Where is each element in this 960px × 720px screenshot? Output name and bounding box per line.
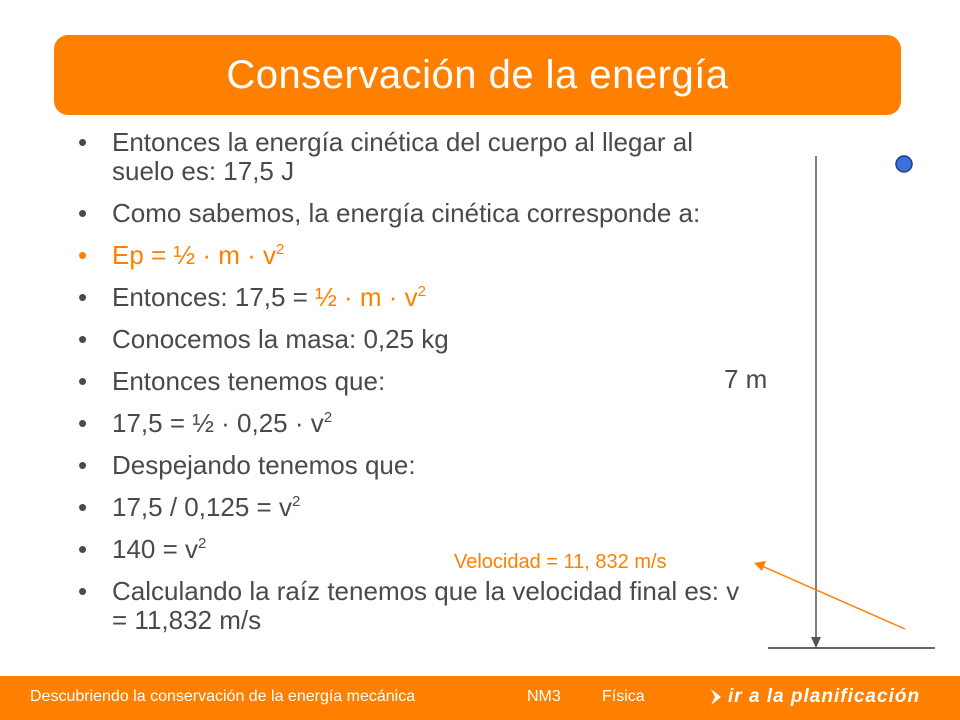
height-arrow-head [811,637,821,648]
bullet-dot: • [78,576,88,606]
bullet-dot: • [78,366,88,396]
velocity-label: Velocidad = 11, 832 m/s [454,551,667,573]
bullet-dot: • [78,282,88,312]
bullet-text: Despejando tenemos que: [112,450,416,480]
highlighted-formula: ½ · m · v [315,282,418,312]
velocity-pointer [762,566,905,629]
bullet-dot: • [78,450,88,480]
bullet-text: Conocemos la masa: 0,25 kg [112,324,449,354]
height-label: 7 m [724,364,768,394]
bullet-text: 17,5 = ½ · 0,25 · v [112,408,324,438]
planning-link-button[interactable] [706,682,920,712]
bullet-text: Entonces: 17,5 = [112,282,316,312]
bullet-dot: • [78,127,88,157]
footer-level: NM3 [527,688,561,705]
bullet-dot: • [78,408,88,438]
exponent: 2 [276,241,285,258]
bullet-dot: • [78,324,88,354]
bullet-text: 140 = v [112,534,199,564]
velocity-pointer-head [754,561,766,571]
footer-bar [0,676,960,720]
footer-course: Descubriendo la conservación de la energía mecánica [30,688,416,705]
bullet-text: 17,5 / 0,125 = v [112,492,292,522]
exponent: 2 [291,493,301,510]
footer-subject: Física [602,688,645,705]
bullet-dot: • [78,492,88,522]
bullet-text: Ep = ½ · m · v [112,240,276,270]
ball [896,156,912,172]
exponent: 2 [417,283,426,300]
bullet-text: Entonces tenemos que: [112,366,386,396]
bullet-text: Calculando la raíz tenemos que la velocidad final es: v = 11,832 m/s [112,576,740,635]
exponent: 2 [323,409,333,426]
chevron-right-icon [706,686,728,708]
bullet-dot: • [78,198,88,228]
bullet-dot: • [78,240,88,270]
slide-title: Conservación de la energía [226,52,729,97]
bullet-dot: • [78,534,88,564]
exponent: 2 [198,535,207,552]
bullet-text: Como sabemos, la energía cinética corresponde a: [112,198,701,228]
bullet-text: Entonces la energía cinética del cuerpo al llegar al suelo es: 17,5 J [112,127,694,186]
planning-link-label: ir a la planificación [728,686,921,707]
